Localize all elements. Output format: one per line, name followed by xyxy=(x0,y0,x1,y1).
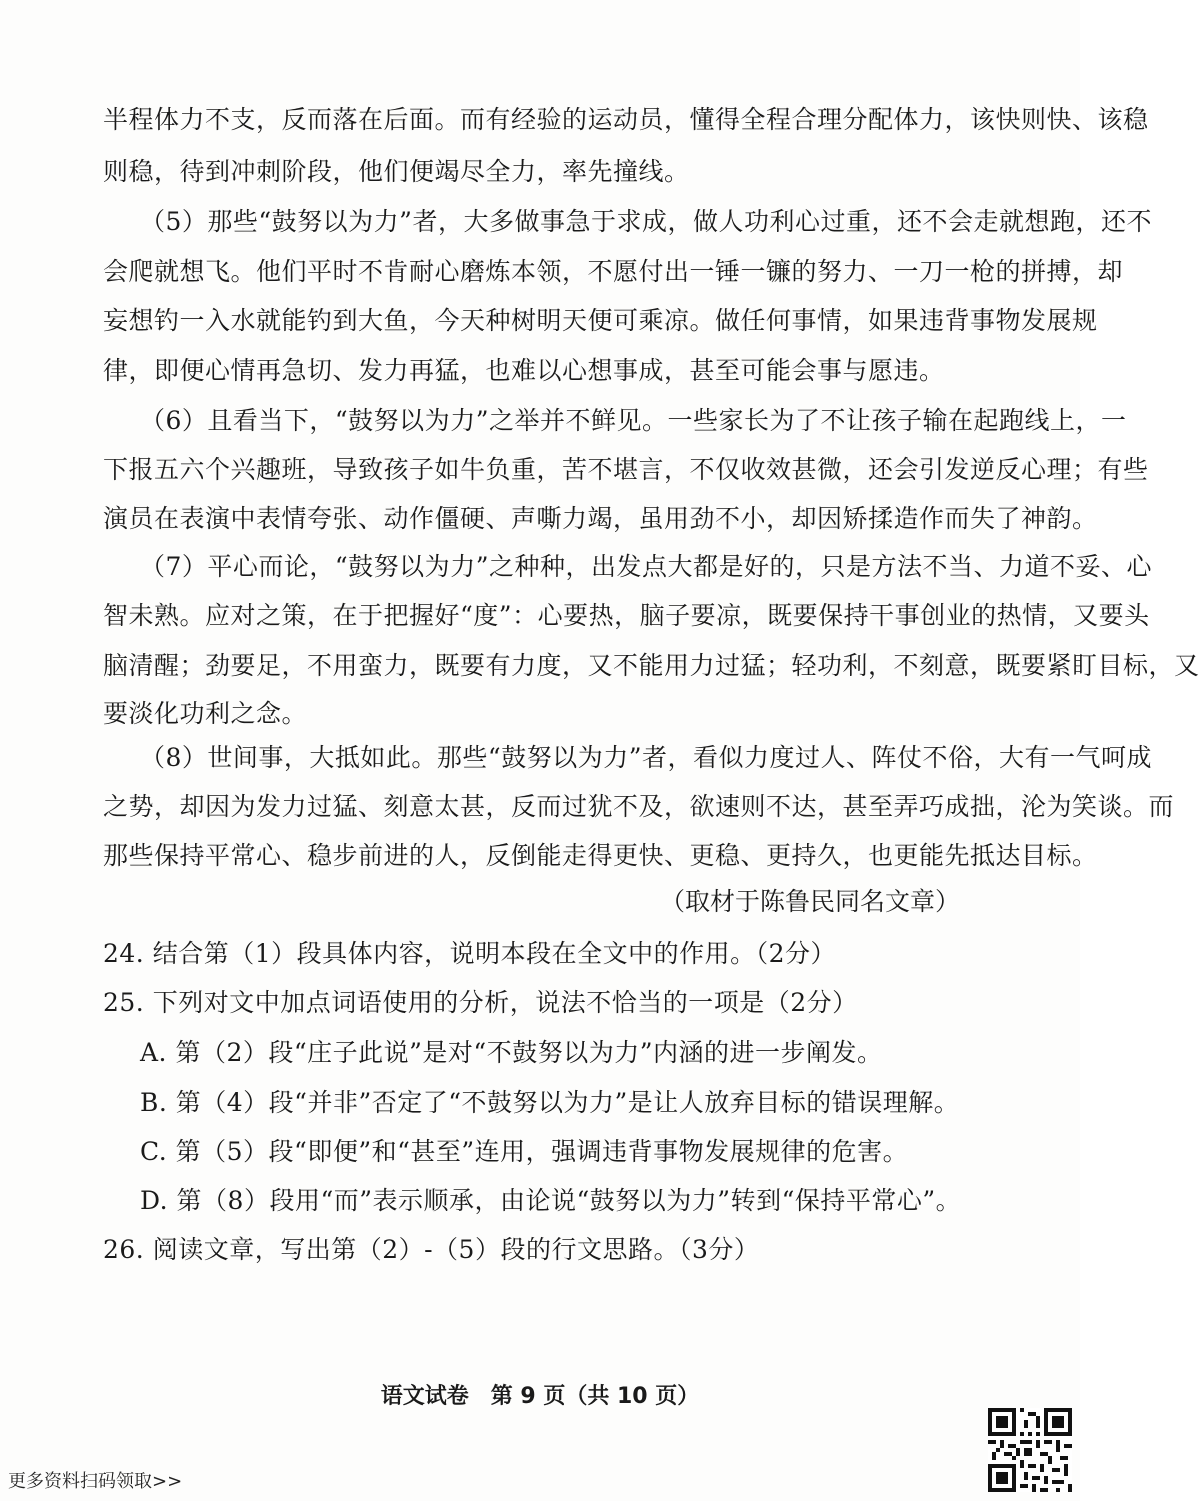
passage-line: 智未熟。应对之策，在于把握好“度”：心要热，脑子要凉，既要保持干事创业的热情，又要头 xyxy=(103,601,1150,630)
passage-source: （取材于陈鲁民同名文章） xyxy=(659,887,960,916)
promo-text: 更多资料扫码领取>> xyxy=(8,1471,183,1492)
question-25: 25. 下列对文中加点词语使用的分析，说法不恰当的一项是（2分） xyxy=(103,988,858,1017)
passage-line: （5）那些“鼓努以为力”者，大多做事急于求成，做人功利心过重，还不会走就想跑，还不 xyxy=(140,207,1152,236)
passage-line: 妄想钓一入水就能钓到大鱼，今天种树明天便可乘凉。做任何事情，如果违背事物发展规 xyxy=(103,306,1098,335)
passage-line: 要淡化功利之念。 xyxy=(103,699,308,728)
passage-line: 律，即便心情再急切、发力再猛，也难以心想事成，甚至可能会事与愿违。 xyxy=(103,356,945,385)
passage-line: 演员在表演中表情夸张、动作僵硬、声嘶力竭，虽用劲不小，却因矫揉造作而失了神韵。 xyxy=(103,504,1098,533)
passage-line: 脑清醒；劲要足，不用蛮力，既要有力度，又不能用力过猛；轻功利，不刻意，既要紧盯目标，又 xyxy=(103,651,1200,680)
passage-line: 之势，却因为发力过猛、刻意太甚，反而过犹不及，欲速则不达，甚至弄巧成拙，沦为笑谈。而 xyxy=(103,792,1175,821)
question-26: 26. 阅读文章，写出第（2）-（5）段的行文思路。（3分） xyxy=(103,1235,760,1264)
passage-line: （7）平心而论，“鼓努以为力”之种种，出发点大都是好的，只是方法不当、力道不妥、心 xyxy=(140,552,1152,581)
passage-line: （8）世间事，大抵如此。那些“鼓努以为力”者，看似力度过人、阵仗不俗，大有一气呵成 xyxy=(140,743,1152,772)
question-25-option-a: A. 第（2）段“庄子此说”是对“不鼓努以为力”内涵的进一步阐发。 xyxy=(140,1038,883,1067)
passage-line: 下报五六个兴趣班，导致孩子如牛负重，苦不堪言，不仅收效甚微，还会引发逆反心理；有些 xyxy=(103,455,1149,484)
passage-line: （6）且看当下，“鼓努以为力”之举并不鲜见。一些家长为了不让孩子输在起跑线上，一 xyxy=(140,406,1127,435)
question-24: 24. 结合第（1）段具体内容，说明本段在全文中的作用。（2分） xyxy=(103,939,837,968)
question-25-option-b: B. 第（4）段“并非”否定了“不鼓努以为力”是让人放弃目标的错误理解。 xyxy=(140,1088,960,1117)
passage-line: 那些保持平常心、稳步前进的人，反倒能走得更快、更稳、更持久，也更能先抵达目标。 xyxy=(103,841,1098,870)
question-25-option-c: C. 第（5）段“即便”和“甚至”连用，强调违背事物发展规律的危害。 xyxy=(140,1137,909,1166)
question-25-option-d: D. 第（8）段用“而”表示顺承，由论说“鼓努以为力”转到“保持平常心”。 xyxy=(140,1186,962,1215)
passage-line: 则稳，待到冲刺阶段，他们便竭尽全力，率先撞线。 xyxy=(103,157,690,186)
passage-line: 半程体力不支，反而落在后面。而有经验的运动员，懂得全程合理分配体力，该快则快、该稳 xyxy=(103,105,1149,134)
passage-line: 会爬就想飞。他们平时不肯耐心磨炼本领，不愿付出一锤一镰的努力、一刀一枪的拼搏，却 xyxy=(103,257,1124,286)
page-footer-title: 语文试卷 第 9 页（共 10 页） xyxy=(380,1384,700,1409)
qr-code-icon[interactable] xyxy=(988,1408,1072,1492)
